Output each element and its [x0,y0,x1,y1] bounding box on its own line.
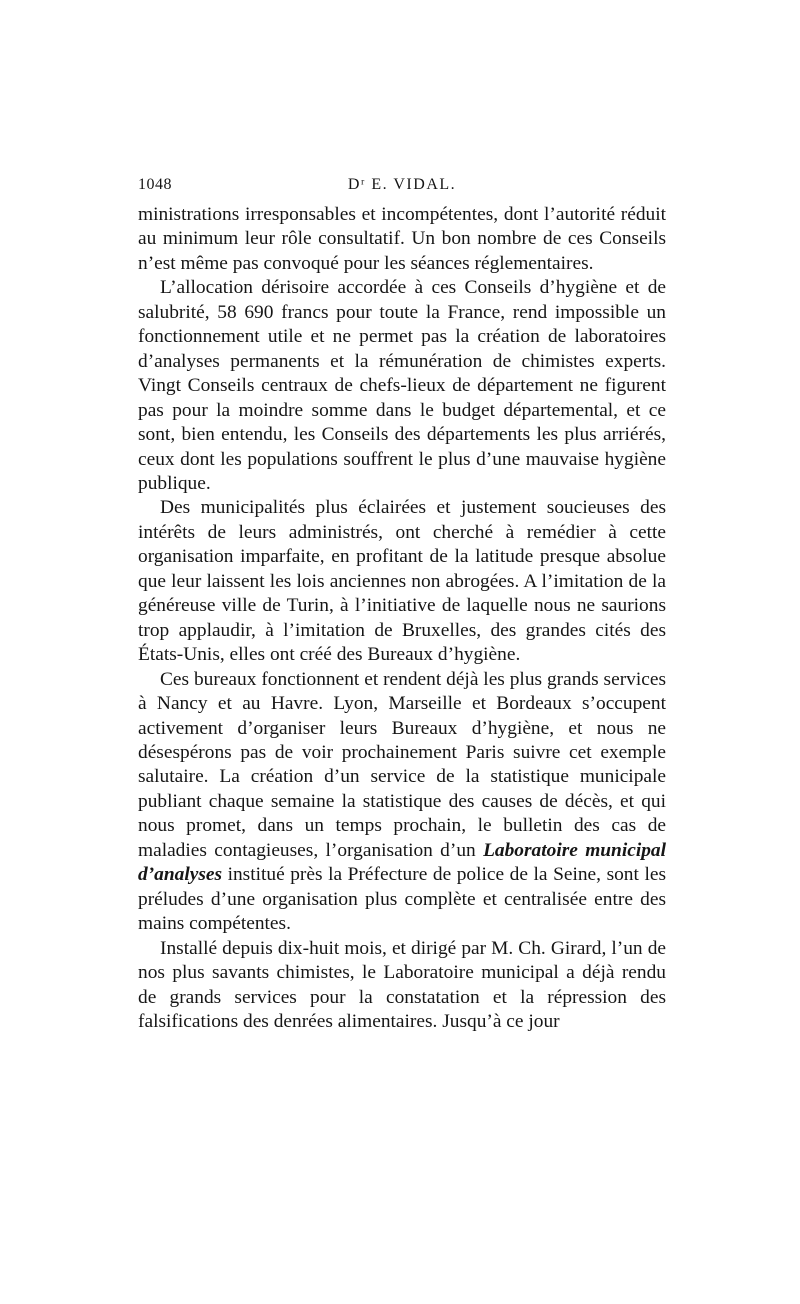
page-number: 1048 [138,176,172,193]
paragraph-1: ministrations irresponsables et incompétentes, dont l’autorité réduit au minimum leur rôle consultatif. Un bon nombre de ces Conseils n’est même pas convoqué pour les séances réglementaires. [138,204,666,274]
paragraph-3: Des municipalités plus éclairées et justement soucieuses des intérêts de leurs administrés, ont cherché à remédier à cette organisation imparfaite, en profitant de la latitude presque absolue que leur laissent les lois anciennes non abrogées. A l’imitation de la généreuse ville de Turin, à l’initiative de laquelle nous ne saurions trop applaudir, à l’imitation de Bruxelles, des grandes cités des États-Unis, elles ont créé des Bureaux d’hygiène. [138,497,666,666]
page-header [138,176,666,198]
paragraph-5: Installé depuis dix-huit mois, et dirigé par M. Ch. Girard, l’un de nos plus savants chimistes, le Laboratoire municipal a déjà rendu de grands services pour la constatation et la répression des falsifications des denrées alimentaires. Jusqu’à ce jour [138,937,666,1032]
laboratoire-municipal-emphasis: Laboratoire municipal d’analyses [138,839,666,886]
paragraph-4 [138,668,666,937]
paragraph-4-text-before: Ces bureaux fonctionnent et rendent déjà les plus grands services à Nancy et au Havre. Lyon, Marseille et Bordeaux s’occupent activement d’organiser leurs Bureaux d’hygiène, et nous ne désespérons pas de voir prochainement Paris suivre cet exemple salutaire. La création d’un service de la statistique municipale publiant chaque semaine la statistique des causes de décès, et qui nous promet, dans un temps prochain, le bulletin des cas de maladies contagieuses, l’organisation d’un [138,668,666,861]
running-head: Dʳ E. VIDAL. [347,176,457,193]
body-text [138,203,666,1034]
paragraph-4-text-after: institué près la Préfecture de police de la Seine, sont les préludes d’une organisation plus complète et centralisée entre des mains compétentes. [138,864,666,935]
paragraph-2: L’allocation dérisoire accordée à ces Conseils d’hygiène et de salubrité, 58 690 francs pour toute la France, rend impossible un fonctionnement utile et ne permet pas la création de laboratoires d’analyses permanents et la rémunération de chimistes experts. Vingt Conseils centraux de chefs-lieux de département ne figurent pas pour la moindre somme dans le budget départemental, et ce sont, bien entendu, les Conseils des départements les plus arriérés, ceux dont les populations souffrent le plus d’une mauvaise hygiène publique. [138,277,666,494]
